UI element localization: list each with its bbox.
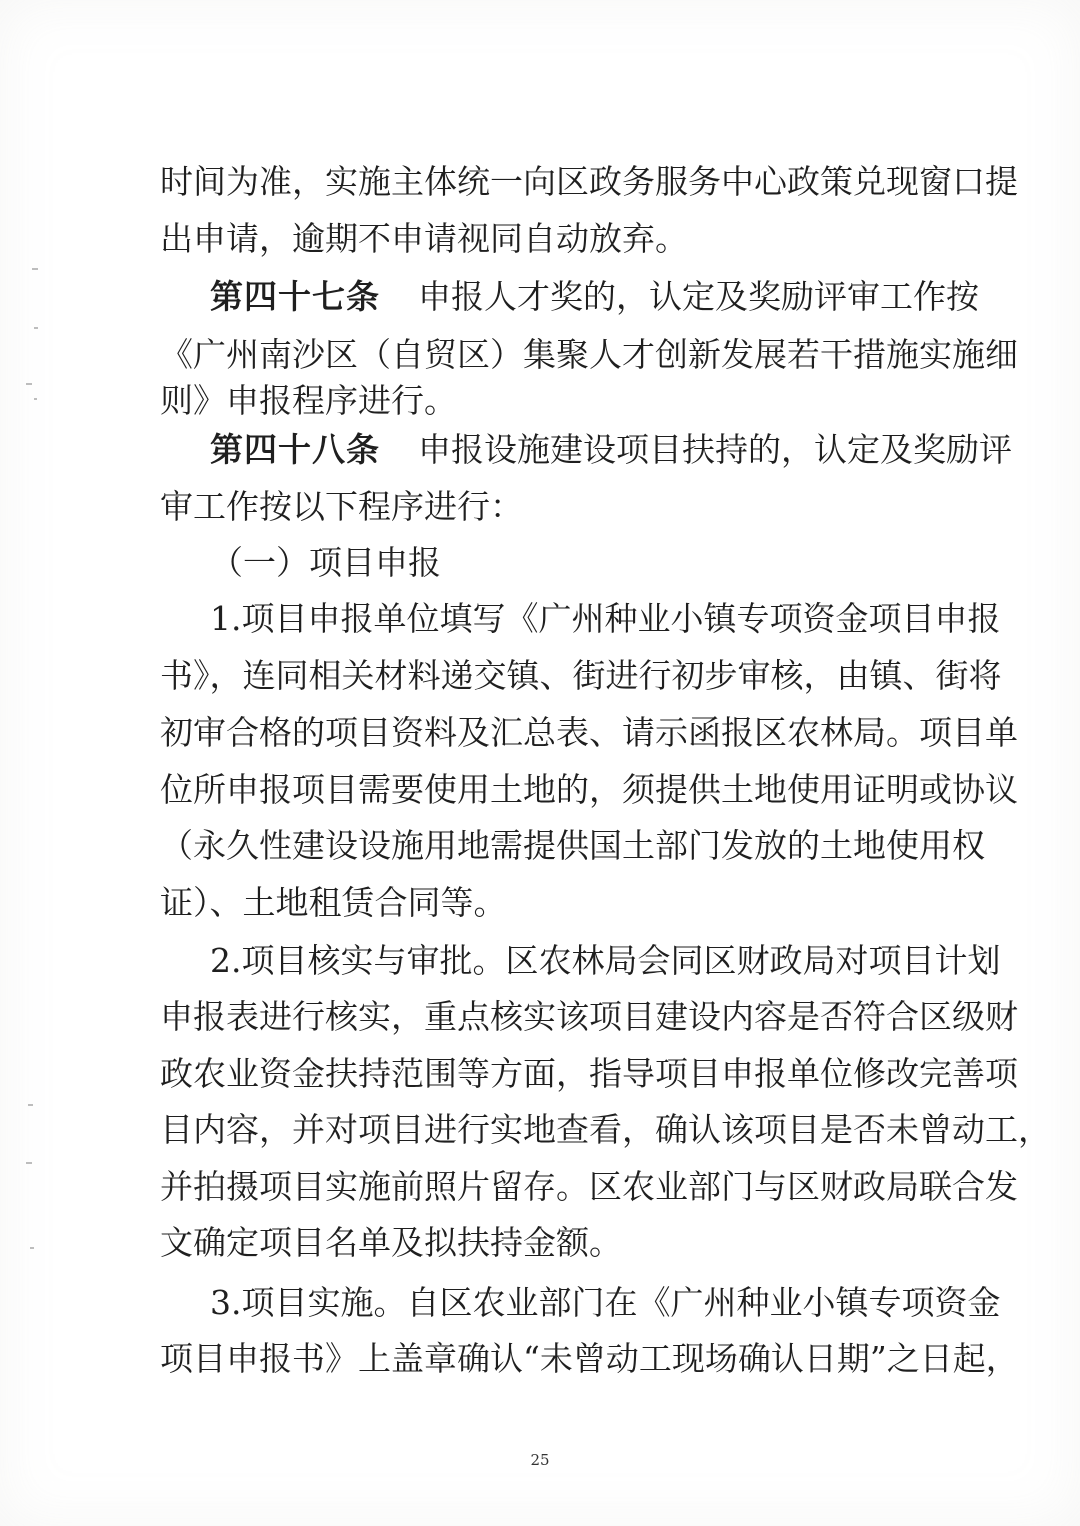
text-line: （永久性建设设施用地需提供国土部门发放的土地使用权 — [160, 826, 985, 865]
text-line: 申报人才奖的，认定及奖励评审工作按 — [418, 277, 979, 316]
text-line: 政农业资金扶持范围等方面，指导项目申报单位修改完善项 — [160, 1054, 1018, 1093]
text-line: 《广州南沙区（自贸区）集聚人才创新发展若干措施实施细 — [160, 335, 1018, 374]
text-line: 项目申报书》上盖章确认“未曾动工现场确认日期”之日起， — [160, 1339, 1019, 1378]
text-line: 申报设施建设项目扶持的，认定及奖励评 — [418, 430, 1012, 469]
text-line: 3.项目实施。自区农业部门在《广州种业小镇专项资金 — [210, 1283, 1001, 1322]
scan-speck — [34, 327, 38, 329]
scan-speck — [26, 1162, 32, 1164]
section-heading: （一）项目申报 — [210, 543, 441, 582]
text-line: 1.项目申报单位填写《广州种业小镇专项资金项目申报 — [210, 599, 1001, 638]
text-line: 目内容，并对项目进行实地查看，确认该项目是否未曾动工， — [160, 1110, 1051, 1149]
text-line: 则》申报程序进行。 — [160, 381, 457, 420]
text-line: 出申请，逾期不申请视同自动放弃。 — [160, 219, 688, 258]
page-number: 25 — [530, 1451, 550, 1469]
scan-speck — [26, 383, 32, 385]
scan-speck — [30, 1247, 34, 1249]
scan-speck — [34, 398, 37, 400]
text-line: 文确定项目名单及拟扶持金额。 — [160, 1223, 622, 1262]
text-line: 证）、土地租赁合同等。 — [160, 883, 507, 922]
text-line: 审工作按以下程序进行： — [160, 487, 523, 526]
article-47-heading: 第四十七条 — [210, 277, 380, 316]
text-line: 申报表进行核实，重点核实该项目建设内容是否符合区级财 — [160, 997, 1018, 1036]
scan-speck — [28, 1104, 33, 1106]
text-line: 初审合格的项目资料及汇总表、请示函报区农林局。项目单 — [160, 713, 1018, 752]
article-48-heading: 第四十八条 — [210, 430, 380, 469]
text-line: 时间为准，实施主体统一向区政务服务中心政策兑现窗口提 — [160, 162, 1018, 201]
text-line: 书》，连同相关材料递交镇、街进行初步审核，由镇、街将 — [160, 656, 1002, 695]
text-line: 位所申报项目需要使用土地的，须提供土地使用证明或协议 — [160, 770, 1018, 809]
text-line: 2.项目核实与审批。区农林局会同区财政局对项目计划 — [210, 941, 1001, 980]
scan-speck — [32, 268, 38, 270]
article-48-paragraph — [210, 430, 1012, 470]
article-47-paragraph — [210, 277, 979, 317]
text-line: 并拍摄项目实施前照片留存。区农业部门与区财政局联合发 — [160, 1167, 1018, 1206]
